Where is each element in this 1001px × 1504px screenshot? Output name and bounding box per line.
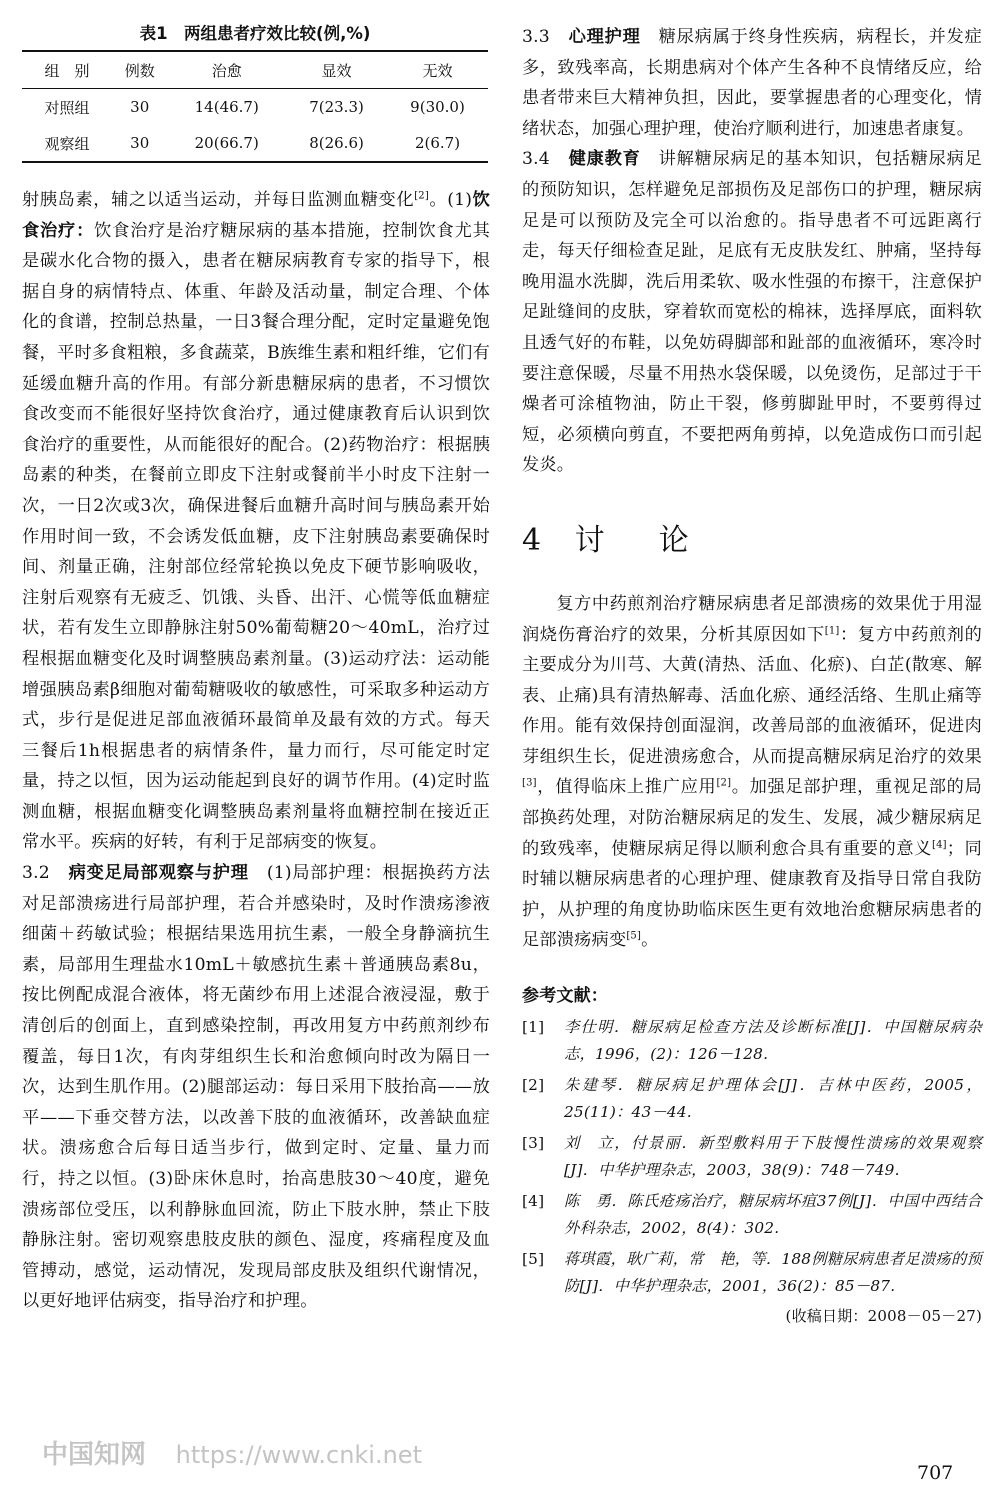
section-body: 糖尿病属于终身性疾病，病程长，并发症多，致残率高，长期患病对个体产生各种不良情绪反应，给患者带来巨大精神负担，因此，要掌握患者的心理变化，情绪状态，加强心理护理，使治疗顺利进行，加速患者康复。 [522,27,982,139]
discussion-heading: 4 讨 论 [522,522,701,558]
section-title: 病变足局部观察与护理 [68,863,249,884]
text-run: 饮食治疗是治疗糖尿病的基本措施，控制饮食尤其是碳水化合物的摄入，患者在糖尿病教育专家的指导下，根据自身的病情特点、体重、年龄及活动量，制定合理、个体化的食谱，控制总热量，一日3餐合理分配，定时定量避免饱餐，平时多食粗粮，多食蔬菜，B族维生素和粗纤维，它们有延缓血糖升高的作用。有部分新患糖尿病的患者，不习惯饮食改变而不能很好坚持饮食治疗，通过健康教育后认识到饮食治疗的重要性，从而能很好的配合。(2)药物治疗：根据胰岛素的种类，在餐前立即皮下注射或餐前半小时皮下注射一次，一日2次或3次，确保进餐后血糖升高时间与胰岛素开始作用时间一致，不会诱发低血糖，皮下注射胰岛素要确保时间、剂量正确，注射部位经常轮换以免皮下硬节影响吸收，注射后观察有无疲乏、饥饿、头昏、出汗、心慌等低血糖症状，若有发生立即静脉注射50%葡萄糖20～40mL，治疗过程根据血糖变化及时调整胰岛素剂量。(3)运动疗法：运动能增强胰岛素β细胞对葡萄糖吸收的敏感性，可采取多种运动方式，步行是促进足部血液循环最简单及最有效的方式。每天三餐后1h根据患者的病情条件，量力而行，尽可能定时定量，持之以恒，因为运动能起到良好的调节作用。(4)定时监测血糖，根据血糖变化调整胰岛素剂量将血糖控制在接近正常水平。疾病的好转，有利于足部病变的恢复。 [22,220,490,853]
table-header-cell: 无效 [422,61,453,80]
table-header-cell: 治愈 [211,61,242,80]
references-heading: 参考文献： [522,986,608,1007]
reference-number: [5] [522,1250,545,1269]
cnki-watermark [42,1434,422,1471]
table-cell: 9(30.0) [410,98,465,116]
table-header-cell: 显效 [321,61,352,80]
table-row [22,125,488,162]
section-3-2 [22,858,490,1317]
reference-text: 蒋琪霞，耿广莉，常 艳，等．188例糖尿病患者足溃疡的预防[J]．中华护理杂志，2001，36(2)：85－87. [564,1250,982,1296]
text-run: 。加强足部护理，重视足部的局部换药处理，对防治糖尿病足的发生、发展，减少糖尿病足的致残率，使糖尿病足得以顺利愈合具有重要的意义 [522,777,982,859]
reference-item [522,1014,982,1068]
table-cell: 30 [130,98,150,116]
citation: [4] [932,838,947,850]
table-header-row [22,51,488,89]
reference-number: [1] [522,1018,545,1037]
citation: [5] [626,930,642,942]
citation: [3] [522,777,537,789]
right-column [522,22,982,1328]
table-cell: 2(6.7) [414,134,461,152]
table-cell: 8(26.6) [309,134,364,152]
discussion-paragraph [522,589,982,956]
table-cell: 30 [130,134,150,152]
citation: [2] [414,190,429,202]
table-header-cell: 组 别 [44,61,90,80]
section-3-4 [522,144,982,481]
reference-item [522,1188,982,1242]
table-caption: 表1 两组患者疗效比较(例,%) [139,24,371,43]
reference-number: [3] [522,1134,545,1153]
section-number: 3.2 [22,863,69,884]
text-run: 。 [641,930,659,951]
reference-text: 陈 勇．陈氏疮疡治疗，糖尿病坏疽37例[J]．中国中西结合外科杂志，2002，8(4)：302. [564,1192,982,1238]
diet-therapy-heading: 饮食治疗： [22,190,490,241]
citation: [1] [824,624,840,636]
watermark-url: https://www.cnki.net [175,1441,422,1469]
text-run: ，值得临床上推广应用 [536,777,717,798]
left-column [22,185,490,1317]
section-3-3 [522,22,982,144]
results-table-block [22,22,488,163]
section-number: 3.3 [522,27,569,47]
text-run: 复方中药煎剂治疗糖尿病患者足部溃疡的效果优于用湿润烧伤膏治疗的效果，分析其原因如下 [522,593,982,645]
section-body: 讲解糖尿病足的基本知识，包括糖尿病足的预防知识，怎样避免足部损伤及足部伤口的护理，糖尿病足是可以预防及完全可以治愈的。指导患者不可远距离行走，每天仔细检查足趾，足底有无皮肤发红、肿痛，坚持每晚用温水洗脚，洗后用柔软、吸水性强的布擦干，注意保护足趾缝间的皮肤，穿着软而宽松的棉袜，选择厚底，面料软且透气好的布鞋，以免妨碍脚部和趾部的血液循环，寒冷时要注意保暖，尽量不用热水袋保暖，以免烫伤，足部过于干燥者可涂植物油，防止干裂，修剪脚趾甲时，不要剪得过短，必须横向剪直，不要把两角剪掉，以免造成伤口而引起发炎。 [522,149,982,476]
table-cell: 观察组 [44,134,90,153]
reference-text: 李仕明．糖尿病足检查方法及诊断标准[J]．中国糖尿病杂志，1996，(2)：126－128. [564,1018,982,1064]
section-number: 3.4 [522,149,569,170]
reference-number: [2] [522,1076,545,1095]
text-run: ：复方中药煎剂的主要成分为川芎、大黄(清热、活血、化瘀)、白芷(散寒、解表、止痛)具有清热解毒、活血化瘀、通经活络、生肌止痛等作用。能有效保持创面湿润，改善局部的血液循环，促进肉芽组织生长，促进溃疡愈合，从而提高糖尿病足治疗的效果 [522,624,983,767]
text-run: ；同时辅以糖尿病患者的心理护理、健康教育及指导日常自我防护，从护理的角度协助临床医生更有效地治愈糖尿病患者的足部溃疡病变 [522,838,982,951]
table-cell: 7(23.3) [309,98,364,116]
text-run: 。(1) [428,190,473,210]
reference-item [522,1072,982,1126]
cnki-logo: 中国知网 [42,1440,147,1470]
reference-number: [4] [522,1192,545,1211]
text-run: 射胰岛素，辅之以适当运动，并每日监测血糖变化 [22,190,415,210]
section-title: 健康教育 [568,149,641,170]
citation: [2] [716,777,732,789]
page-number: 707 [917,1462,954,1484]
table-cell: 14(46.7) [194,98,259,116]
section-title: 心理护理 [568,27,641,47]
reference-item [522,1246,982,1300]
table-cell: 20(66.7) [194,134,259,152]
received-date: (收稿日期：2008－05－27) [785,1307,982,1326]
table-cell: 对照组 [44,98,90,117]
reference-text: 刘 立，付景丽．新型敷料用于下肢慢性溃疡的效果观察[J]．中华护理杂志，2003，38(9)：748－749. [564,1134,982,1180]
section-body: (1)局部护理：根据换药方法对足部溃疡进行局部护理，若合并感染时，及时作溃疡渗液细菌＋药敏试验；根据结果选用抗生素，一般全身静滴抗生素，局部用生理盐水10mL＋敏感抗生素＋普通胰岛素8u，按比例配成混合液体，将无菌纱布用上述混合液浸湿，敷于清创后的创面上，直到感染控制，再改用复方中药煎剂纱布覆盖，每日1次，有肉芽组织生长和治愈倾向时改为隔日一次，达到生肌作用。(2)腿部运动：每日采用下肢抬高——放平——下垂交替方法，以改善下肢的血液循环，改善缺血症状。溃疡愈合后每日适当步行，做到定时、定量、量力而行，持之以恒。(3)卧床休息时，抬高患肢30～40度，避免溃疡部位受压，以利静脉血回流，防止下肢水肿，禁止下肢静脉注射。密切观察患肢皮肤的颜色、湿度，疼痛程度及血管搏动，感觉，运动情况，发现局部皮肤及组织代谢情况，以更好地评估病变，指导治疗和护理。 [22,863,490,1312]
reference-text: 朱建琴．糖尿病足护理体会[J]．吉林中医药，2005，25(11)：43－44. [564,1076,982,1122]
treatment-paragraph [22,185,490,858]
table-row [22,89,488,126]
reference-item [522,1130,982,1184]
table-header-cell: 例数 [124,61,155,80]
results-table [22,50,488,163]
